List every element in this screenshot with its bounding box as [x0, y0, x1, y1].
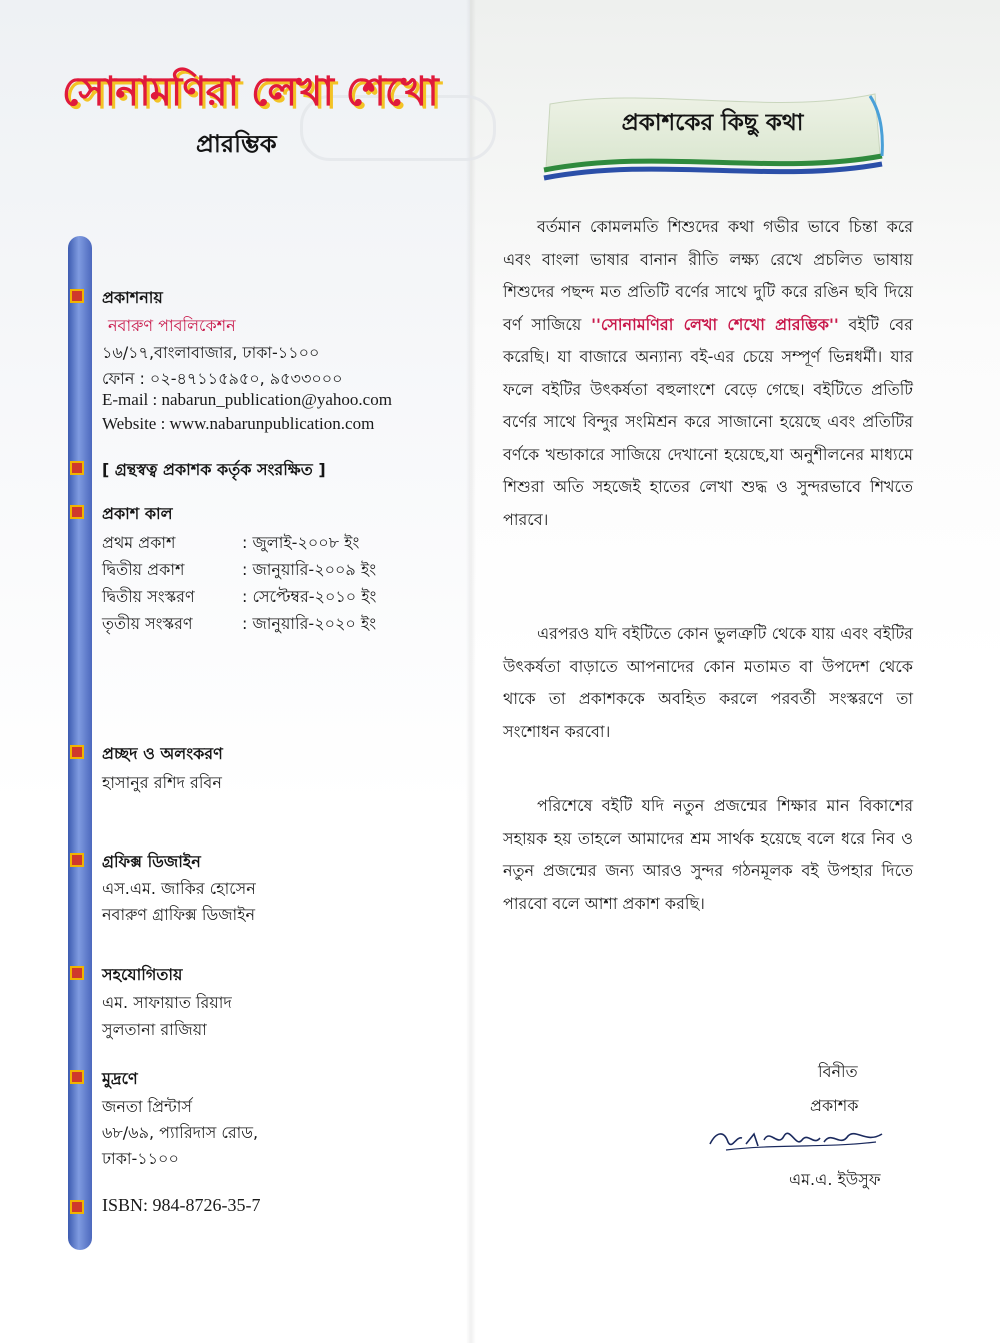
cover-designer-name: হাসানুর রশিদ রবিন — [102, 773, 222, 792]
edition-label: তৃতীয় সংস্করণ — [102, 614, 193, 633]
bullet-icon — [70, 966, 84, 980]
page-fold — [466, 0, 476, 1343]
edition-label: দ্বিতীয় সংস্করণ — [102, 587, 195, 606]
graphics-credit: এস.এম. জাকির হোসেন — [102, 879, 256, 898]
bullet-icon — [70, 1200, 84, 1214]
cover-design-label: প্রচ্ছদ ও অলংকরণ — [102, 744, 223, 763]
signer-name: এম.এ. ইউসুফ — [789, 1170, 881, 1189]
publisher-website: Website : www.nabarunpublication.com — [102, 414, 375, 433]
bullet-icon — [70, 461, 84, 475]
copyright-notice: [ গ্রন্থস্বত্ব প্রকাশক কর্তৃক সংরক্ষিত ] — [102, 460, 326, 479]
paragraph-text: বইটি বের করেছি। যা বাজারে অন্যান্য বই-এর চেয়ে সম্পূর্ণ ভিন্নধর্মী। যার ফলে বইটির উৎকর্ষতা বহুলাংশে বেড়ে গেছে। বইটিতে প্রতিটি বর্ণের সাথে বিন্দুর সংমিশ্রন করে সাজানো হয়েছে এবং প্রতিটির বর্ণকে খন্ডাকারে সাজিয়ে দেখানো হয়েছে,যা অনুশীলনের মাধ্যমে শিশুরা অতি সহজেই হাতের লেখা শুদ্ধ ও সুন্দরভাবে শিখতে পারবে। — [503, 314, 913, 529]
book-name-highlight: ''সোনামণিরা লেখা শেখো প্রারম্ভিক'' — [591, 314, 839, 334]
publishing-time-label: প্রকাশ কাল — [102, 504, 173, 523]
cooperation-label: সহযোগিতায় — [102, 965, 183, 984]
publisher-email: E-mail : nabarun_publication@yahoo.com — [102, 390, 392, 409]
foreword-paragraph-2 — [503, 618, 913, 748]
edition-date: : সেপ্টেম্বর-২০১০ ইং — [242, 587, 377, 606]
printer-line: জনতা প্রিন্টার্স — [102, 1097, 192, 1116]
publisher-address: ১৬/১৭,বাংলাবাজার, ঢাকা-১১০০ — [102, 343, 320, 362]
book-title: সোনামণিরা লেখা শেখো — [62, 69, 438, 115]
foreword-paragraph-3 — [503, 790, 913, 920]
edition-date: : জানুয়ারি-২০০৯ ইং — [242, 560, 377, 579]
book-subtitle: প্রারম্ভিক — [196, 130, 277, 158]
edition-label: দ্বিতীয় প্রকাশ — [102, 560, 185, 579]
bullet-icon — [70, 853, 84, 867]
edition-label: প্রথম প্রকাশ — [102, 533, 176, 552]
cooperation-credit: সুলতানা রাজিয়া — [102, 1020, 207, 1039]
closing-word: বিনীত — [818, 1062, 858, 1081]
edition-row — [102, 530, 359, 557]
edition-date: : জুলাই-২০০৮ ইং — [242, 533, 360, 552]
cooperation-credit: এম. সাফায়াত রিয়াদ — [102, 993, 232, 1012]
decorative-blue-bar — [68, 236, 92, 1250]
paragraph-text: পরিশেষে বইটি যদি নতুন প্রজন্মের শিক্ষার মান বিকাশের সহায়ক হয় তাহলে আমাদের শ্রম সার্থক হয়েছে বলে ধরে নিব ও নতুন প্রজন্মের জন্য আরও সুন্দর গঠনমূলক বই উপহার দিতে পারবো বলে আশা প্রকাশ করছি। — [503, 796, 913, 913]
edition-row — [102, 557, 376, 584]
publisher-phone: ফোন : ০২-৪৭১১৫৯৫০, ৯৫৩৩০০০ — [102, 369, 343, 388]
paragraph-text: বর্তমান কোমলমতি শিশুদের কথা গভীর ভাবে চিন্তা করে এবং বাংলা ভাষার বানান রীতি লক্ষ্য রেখে প্রচলিত ভাষায় শিশুদের পছন্দ মত প্রতিটি বর্ণের সাথে দুটি করে রঙিন ছবি দিয়ে বর্ণ সাজিয়ে — [503, 217, 913, 334]
isbn: ISBN: 984-8726-35-7 — [102, 1195, 261, 1215]
graphics-label: গ্রফিক্স ডিজাইন — [102, 852, 201, 871]
bullet-icon — [70, 1070, 84, 1084]
graphics-credit: নবারুণ গ্রাফিক্স ডিজাইন — [102, 905, 256, 924]
signer-role: প্রকাশক — [810, 1096, 859, 1115]
foreword-heading: প্রকাশকের কিছু কথা — [621, 110, 804, 136]
publication-label: প্রকাশনায় — [102, 288, 163, 307]
edition-date: : জানুয়ারি-২০২০ ইং — [242, 614, 377, 633]
edition-row — [102, 611, 376, 638]
publisher-name: নবারুণ পাবলিকেশন — [108, 316, 236, 335]
foreword-paragraph-1 — [503, 211, 913, 536]
bullet-icon — [70, 745, 84, 759]
handwritten-signature — [706, 1118, 886, 1158]
printing-label: মুদ্রণে — [102, 1069, 138, 1088]
printer-line: ৬৮/৬৯, প্যারিদাস রোড, — [102, 1123, 259, 1142]
edition-row — [102, 584, 376, 611]
bullet-icon — [70, 289, 84, 303]
paragraph-text: এরপরও যদি বইটিতে কোন ভুলত্রুটি থেকে যায় এবং বইটির উৎকর্ষতা বাড়াতে আপনাদের কোন মতামত বা উপদেশ থেকে থাকে তা প্রকাশককে অবহিত করলে পরবর্তী সংস্করণে তা সংশোধন করবো। — [503, 624, 913, 741]
printer-line: ঢাকা-১১০০ — [102, 1149, 179, 1168]
bullet-icon — [70, 505, 84, 519]
